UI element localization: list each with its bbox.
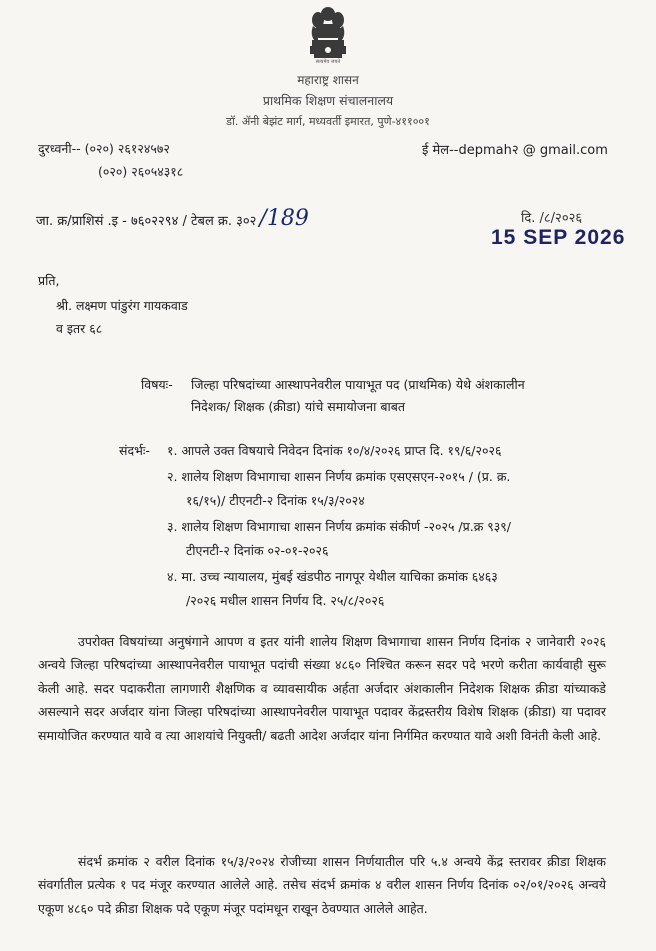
phone-row-1 <box>38 140 170 157</box>
subject-line-1: जिल्हा परिषदांच्या आस्थापनेवरील पायाभूत पद (प्राथमिक) येथे अंशकालीन <box>191 377 525 392</box>
phone-label: दुरध्वनी-- <box>38 141 81 156</box>
date-stamp: 15 SEP 2026 <box>491 226 626 249</box>
reference-item: ३. शालेय शिक्षण विभागाचा शासन निर्णय क्रमांक संकीर्ण -२०२५ /प्र.क्र ९३९/ <box>167 519 512 534</box>
reference-item-cont: /२०२६ मधील शासन निर्णय दि. २५/८/२०२६ <box>186 593 385 608</box>
subject-label: विषयः- <box>141 377 173 392</box>
national-emblem-icon <box>304 4 352 66</box>
government-name: महाराष्ट्र शासन <box>297 73 359 87</box>
recipient-prefix: प्रति, <box>38 273 60 288</box>
reference-item-cont: टीएनटी-२ दिनांक ०२-०१-२०२६ <box>186 543 329 558</box>
recipient-others: व इतर ६८ <box>56 321 103 336</box>
body-paragraph-2: संदर्भ क्रमांक २ वरील दिनांक १५/३/२०२४ रोजीच्या शासन निर्णयातील परि ५.४ अन्वये केंद्र स्तरावर क्रीडा शिक्षक संवर्गातील प्रत्येक १ पद मंजूर करण्यात आलेले आहे. तसेच संदर्भ क्रमांक ४ वरील शासन निर्णय दिनांक ०२/०१/२०२६ अन्वये एकूण ४८६० पदे क्रीडा शिक्षक पदे एकूण मंजूर पदांमधून राखून ठेवण्यात आलेले आहेत. <box>38 854 606 916</box>
reference-item: ४. मा. उच्च न्यायालय, मुंबई खंडपीठ नागपूर येथील याचिका क्रमांक ६४६३ <box>167 569 498 584</box>
reference-item: १. आपले उक्त विषयाचे निवेदन दिनांक १०/४/२०२६ प्राप्त दि. १९/६/२०२६ <box>167 443 502 458</box>
recipient-name: श्री. लक्ष्मण पांडुरंग गायकवाड <box>56 298 188 313</box>
references-label: संदर्भः- <box>119 443 150 458</box>
office-name: प्राथमिक शिक्षण संचालनालय <box>262 93 394 108</box>
reference-item: २. शालेय शिक्षण विभागाचा शासन निर्णय क्रमांक एसएसएन-२०१५ / (प्र. क्र. <box>167 469 511 484</box>
handwritten-number: /189 <box>259 206 309 231</box>
reference-number-text: जा. क्र/प्राशिसं .इ - ७६०२२९४ / टेबल क्र. ३०२ <box>36 214 257 229</box>
phone-number-1: (०२०) २६१२४५७२ <box>84 141 170 156</box>
reference-number <box>36 206 309 231</box>
subject-line-2: निदेशक/ शिक्षक (क्रीडा) यांचे समायोजना बाबत <box>191 399 405 414</box>
email-address: ई मेल--depmah२ @ gmail.com <box>422 143 608 158</box>
office-address: डॉ. ॲनी बेझंट मार्ग, मध्यवर्ती इमारत, पुणे-४११००१ <box>226 115 430 128</box>
emblem-caption: सत्यमेव जयते <box>315 59 341 65</box>
date-label: दि. /८/२०२६ <box>521 211 583 226</box>
phone-number-2: (०२०) २६०५४३१८ <box>98 164 184 179</box>
body-paragraph-1: उपरोक्त विषयांच्या अनुषंगाने आपण व इतर यांनी शालेय शिक्षण विभागाचा शासन निर्णय दिनांक २ जानेवारी २०२६ अन्वये जिल्हा परिषदांच्या आस्थापनेवरील पायाभूत पदांची संख्या ४८६० निश्चित करून सदर पदे भरणे करीता कार्यवाही सुरू केली आहे. सदर पदाकरीता लागणारी शैक्षणिक व व्यावसायीक अर्हता अर्जदार अंशकालीन निदेशक शिक्षक क्रीडा यांच्याकडे असल्याने सदर अर्जदार यांना जिल्हा परिषदांच्या आस्थापनेवरील पायाभूत पदावर केंद्रस्तरीय विशेष शिक्षक (क्रीडा) या पदावर समायोजित करण्यात यावे व त्या आशयांचे नियुक्ती/ बढती आदेश अर्जदार यांना निर्गमित करण्यात यावे अशी विनंती केली आहे. <box>38 634 606 743</box>
reference-item-cont: १६/१५)/ टीएनटी-२ दिनांक १५/३/२०२४ <box>186 493 365 508</box>
